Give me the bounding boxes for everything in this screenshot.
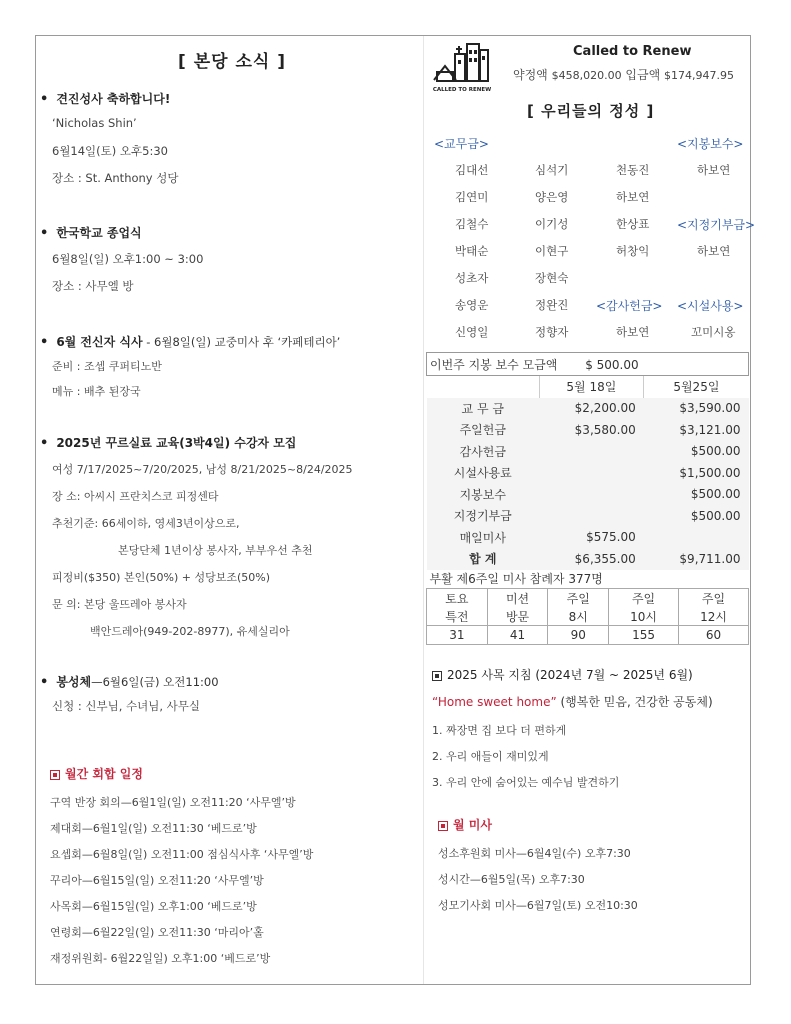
finance-row	[427, 441, 749, 463]
monthly-meeting-title-text: 월간 회합 일정	[65, 767, 143, 781]
finance-row	[427, 419, 749, 441]
finance-total-row	[427, 548, 749, 570]
donor-name: 하보연	[697, 244, 731, 258]
item-line: 신청 : 신부님, 수녀님, 사무실	[52, 699, 201, 713]
donor-name: 양은영	[535, 190, 569, 204]
donor-name: 이현구	[535, 244, 569, 258]
row-value: $3,580.00	[574, 422, 636, 437]
row-value: $3,590.00	[679, 401, 741, 416]
item-heading: • 견진성사 축하합니다!	[40, 90, 170, 107]
attendance-header: 10시	[609, 607, 679, 626]
row-value: $1,500.00	[679, 465, 741, 480]
collect-amount: $ 500.00	[585, 357, 639, 372]
item-line: 여성 7/17/2025~7/20/2025, 남성 8/21/2025~8/24/2025	[52, 463, 353, 476]
donor-name: 이기성	[535, 217, 569, 231]
col-header: 5월25일	[644, 376, 749, 398]
item-line: 6월8일(일) 오후1:00 ~ 3:00	[52, 252, 204, 266]
pastoral-line: 2. 우리 애들이 재미있게	[432, 750, 549, 763]
column-divider	[423, 36, 424, 984]
donor-name: 김대선	[455, 163, 489, 177]
label-edu: <교무금>	[434, 137, 489, 151]
row-value: $500.00	[690, 508, 741, 523]
item-heading-row	[40, 671, 219, 690]
attendance-header: 미션	[487, 589, 548, 608]
donor-name: 박태순	[455, 244, 489, 258]
row-label: 교 무 금	[461, 401, 504, 416]
donor-name: 김연미	[455, 190, 489, 204]
item-heading: • 봉성체	[40, 675, 91, 689]
label-facility: <시설사용>	[677, 299, 744, 313]
pastoral-motto-extra: (행복한 믿음, 건강한 공동체)	[556, 695, 713, 709]
mass-title	[438, 816, 492, 833]
donor-name: 심석기	[535, 163, 569, 177]
donor-name: 신영일	[455, 325, 489, 339]
item-line: 6월14일(토) 오후5:30	[52, 144, 168, 158]
row-value: $2,200.00	[574, 401, 636, 416]
item-heading-row	[40, 331, 340, 350]
pastoral-motto: “Home sweet home”	[432, 695, 557, 709]
pledge-label: 약정액	[513, 68, 548, 82]
item-line: 장소 : St. Anthony 성당	[52, 171, 179, 185]
item-line: ‘Nicholas Shin’	[52, 116, 137, 130]
attendance-values-row	[427, 626, 749, 645]
label-priest: <지봉보수>	[677, 137, 744, 151]
church-logo-icon	[431, 40, 493, 94]
pastoral-title-text: 2025 사목 지침 (2024년 7월 ~ 2025년 6월)	[447, 668, 693, 682]
attendance-caption: 부활 제6주일 미사 참례자 377명	[427, 568, 749, 589]
row-label: 지정기부금	[453, 509, 512, 524]
item-line: 장소 : 사무엘 방	[52, 279, 134, 293]
attendance-header: 방문	[487, 607, 548, 626]
pastoral-motto-row	[432, 693, 713, 710]
donor-name: 정향자	[535, 325, 569, 339]
item-line: 추천기준: 66세이하, 영세3년이상으로,	[52, 517, 240, 530]
donor-name: 천동진	[616, 163, 650, 177]
meeting-line: 구역 반장 회의—6월1일(일) 오전11:20 ‘사무엘’방	[50, 796, 296, 809]
label-designated: <지정기부금>	[677, 218, 756, 232]
square-bullet-icon	[432, 671, 442, 681]
row-label: 시설사용료	[453, 466, 512, 481]
pledge-amount: $458,020.00	[551, 69, 622, 82]
attendance-header: 주일	[548, 589, 609, 608]
attendance-header: 주일	[679, 589, 749, 608]
finance-table	[426, 352, 749, 570]
collect-row	[427, 353, 749, 376]
item-heading: • 6월 전신자 식사	[40, 335, 143, 349]
donor-name: 꼬미시옹	[691, 325, 736, 339]
item-line: 문 의: 본당 울뜨레아 봉사자	[52, 598, 187, 611]
parish-news-title: [ 본당 소식 ]	[178, 52, 286, 72]
finance-row	[427, 484, 749, 506]
received-amount: $174,947.95	[664, 69, 735, 82]
collect-label: 이번주 지봉 보수 모금액	[430, 357, 558, 372]
item-heading: • 한국학교 종업식	[40, 224, 142, 241]
finance-row	[427, 398, 749, 420]
mass-line: 성모기사회 미사—6월7일(토) 오전10:30	[438, 899, 638, 912]
attendance-header: 주일	[609, 589, 679, 608]
received-label: 입금액	[625, 68, 661, 82]
meeting-line: 사목회—6월15일(일) 오후1:00 ‘베드로’방	[50, 900, 257, 913]
mass-title-text: 월 미사	[453, 818, 492, 832]
item-heading: • 2025년 꾸르실료 교육(3박4일) 수강자 모집	[40, 434, 296, 451]
square-bullet-icon	[438, 821, 448, 831]
item-heading-extra: —6월6일(금) 오전11:00	[91, 675, 219, 689]
row-value	[539, 441, 644, 463]
meeting-line: 제대회—6월1일(일) 오전11:30 ‘베드로’방	[50, 822, 257, 835]
finance-header-row	[427, 376, 749, 398]
row-value	[539, 505, 644, 527]
row-value: $3,121.00	[679, 422, 741, 437]
campaign-title: Called to Renew	[573, 44, 692, 59]
meeting-line: 재정위원회- 6월22일일) 오후1:00 ‘베드로’방	[50, 952, 271, 965]
attendance-header: 8시	[548, 607, 609, 626]
row-value	[539, 484, 644, 506]
donor-name: 허창익	[616, 244, 650, 258]
svg-text:CALLED TO RENEW: CALLED TO RENEW	[432, 87, 492, 93]
meeting-line: 꾸리아—6월15일(일) 오전11:20 ‘사무엘’방	[50, 874, 264, 887]
item-line: 본당단체 1년이상 봉사자, 부부우선 추천	[118, 544, 313, 557]
donor-name: 하보연	[697, 163, 731, 177]
row-value	[539, 462, 644, 484]
row-label: 매일미사	[459, 530, 506, 545]
item-line: 준비 : 조셉 쿠퍼티노반	[52, 360, 162, 373]
attendance-header-row	[427, 607, 749, 626]
attendance-header: 토요	[427, 589, 488, 608]
row-value: $575.00	[586, 530, 636, 545]
row-value: $500.00	[690, 444, 741, 459]
item-line: 백안드레아(949-202-8977), 유세실리아	[90, 625, 290, 638]
item-line: 메뉴 : 배추 된장국	[52, 385, 141, 398]
row-label: 지봉보수	[459, 487, 506, 502]
finance-row	[427, 527, 749, 549]
mass-line: 성시간—6월5일(목) 오후7:30	[438, 873, 585, 886]
donor-name: 성초자	[455, 271, 489, 285]
meeting-line: 요셉회—6월8일(일) 오전11:00 점심식사후 ‘사무엘’방	[50, 848, 314, 861]
offering-title: [ 우리들의 정성 ]	[527, 102, 655, 120]
attendance-value: 90	[548, 626, 609, 645]
attendance-value: 155	[609, 626, 679, 645]
item-line: 장 소: 아씨시 프란치스코 피정센타	[52, 490, 219, 503]
attendance-header-row	[427, 589, 749, 608]
mass-line: 성소후원회 미사—6월4일(수) 오후7:30	[438, 847, 631, 860]
donor-name: 한상표	[616, 217, 650, 231]
monthly-meeting-title	[50, 765, 143, 782]
campaign-amounts	[513, 66, 734, 83]
label-thanks: <감사헌금>	[596, 299, 663, 313]
donor-name: 송영운	[455, 298, 489, 312]
donor-name: 김철수	[455, 217, 489, 231]
meeting-line: 연령회—6월22일(일) 오전11:30 ‘마리아’홀	[50, 926, 264, 939]
item-heading-extra: - 6월8일(일) 교중미사 후 ‘카페테리아’	[142, 335, 341, 349]
row-value	[644, 527, 749, 549]
row-value: $500.00	[690, 487, 741, 502]
finance-row	[427, 462, 749, 484]
pastoral-line: 1. 짜장면 집 보다 더 편하게	[432, 724, 567, 737]
row-value: $9,711.00	[679, 551, 741, 566]
attendance-header: 12시	[679, 607, 749, 626]
pastoral-title	[432, 666, 693, 683]
row-label: 주일헌금	[459, 423, 506, 438]
attendance-value: 31	[427, 626, 488, 645]
pastoral-line: 3. 우리 안에 숨어있는 예수님 발견하기	[432, 776, 620, 789]
donor-name: 정완진	[535, 298, 569, 312]
attendance-value: 60	[679, 626, 749, 645]
attendance-table	[426, 568, 749, 645]
item-line: 피정비($350) 본인(50%) + 성당보조(50%)	[52, 571, 270, 584]
attendance-header: 특전	[427, 607, 488, 626]
row-value: $6,355.00	[574, 551, 636, 566]
donor-name: 하보연	[616, 325, 650, 339]
attendance-value: 41	[487, 626, 548, 645]
donor-name: 하보연	[616, 190, 650, 204]
attendance-caption-row	[427, 568, 749, 589]
square-bullet-icon	[50, 770, 60, 780]
row-label: 합 계	[469, 552, 497, 567]
col-header: 5월 18일	[539, 376, 644, 398]
row-label: 감사헌금	[459, 444, 506, 459]
donor-name: 장현숙	[535, 271, 569, 285]
finance-row	[427, 505, 749, 527]
